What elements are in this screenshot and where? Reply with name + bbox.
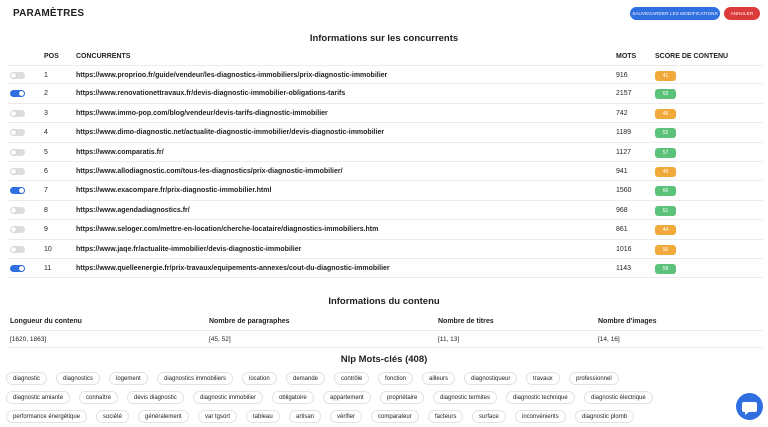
row-score-cell [655,66,695,85]
content-info-title: Informations du contenu [328,296,440,307]
row-words: 1143 [616,264,632,272]
col-header-pos: POS [44,53,59,60]
row-pos: 1 [44,72,48,79]
keyword-chip[interactable]: artisan [289,410,321,423]
row-url[interactable]: https://www.seloger.com/mettre-en-location/cherche-locataire/diagnostics-immobiliers.htm [76,226,379,234]
score-badge: 60 [655,186,676,196]
competitor-toggle[interactable] [10,246,25,253]
row-toggle-cell [10,123,30,142]
toggle-knob [11,150,16,155]
score-badge: 51 [655,206,676,216]
score-badge: 63 [655,89,676,99]
info-label-paragraphs: Nombre de paragraphes [209,318,290,325]
keyword-chip[interactable]: diagnostic électrique [584,391,653,404]
keyword-chip[interactable]: obligatoire [272,391,314,404]
table-row [7,240,763,259]
row-toggle-cell [10,220,30,239]
competitor-toggle[interactable] [10,187,25,194]
keyword-chip[interactable]: performance énergétique [6,410,87,423]
info-label-length: Longueur du contenu [10,318,82,325]
keyword-chip[interactable]: fonction [378,372,413,385]
competitor-toggle[interactable] [10,149,25,156]
info-label-titles: Nombre de titres [438,318,494,325]
row-toggle-cell [10,66,30,85]
row-toggle-cell [10,201,30,220]
toggle-knob [19,91,24,96]
toggle-knob [19,266,24,271]
row-pos: 6 [44,167,48,175]
row-words: 916 [616,72,628,79]
keywords-title: Nlp Mots-clés (408) [340,354,428,365]
competitor-toggle[interactable] [10,207,25,214]
row-score-cell [655,181,695,200]
save-button[interactable]: SAUVEGARDER LES MODIFICATIONS [630,7,720,20]
score-badge: 57 [655,148,676,158]
row-url[interactable]: https://www.agendadiagnostics.fr/ [76,206,190,214]
row-words: 742 [616,109,628,117]
keyword-chip[interactable]: diagnostic [6,372,47,385]
competitor-toggle[interactable] [10,265,25,272]
keyword-chip[interactable]: diagnostic immobilier [193,391,263,404]
row-url[interactable]: https://www.allodiagnostic.com/tous-les-diagnostics/prix-diagnostic-immobilier/ [76,167,343,175]
score-badge: 50 [655,245,676,255]
keyword-chip[interactable]: tableau [246,410,280,423]
keyword-chip[interactable]: société [96,410,129,423]
table-row [7,123,763,142]
info-value-images: [14, 16] [598,336,620,343]
row-toggle-cell [10,240,30,259]
row-pos: 7 [44,187,48,195]
keyword-chip[interactable]: inconvénients [515,410,566,423]
keyword-chip[interactable]: location [242,372,277,385]
keyword-row [6,391,741,404]
keyword-chip[interactable]: travaux [526,372,560,385]
table-row [7,65,763,84]
info-divider [7,330,763,331]
page-title: PARAMÈTRES [13,8,85,19]
row-url[interactable]: https://www.renovationettravaux.fr/devis-diagnostic-immobilier-obligations-tarifs [76,90,346,98]
competitor-toggle[interactable] [10,90,25,97]
keyword-chip[interactable]: vérifier [330,410,362,423]
row-score-cell [655,104,695,123]
row-url[interactable]: https://www.dimo-diagnostic.net/actualite-diagnostic-immobilier/devis-diagnostic-immobilier [76,129,385,137]
row-toggle-cell [10,84,30,103]
keyword-chip[interactable]: diagnostiqueur [464,372,517,385]
toggle-knob [11,130,16,135]
row-pos: 11 [44,264,52,272]
row-pos: 10 [44,245,52,253]
row-pos: 2 [44,90,48,98]
table-row [7,104,763,123]
row-score-cell [655,84,695,103]
score-badge: 41 [655,71,676,81]
row-words: 1189 [616,129,632,137]
competitor-toggle[interactable] [10,129,25,136]
cancel-button[interactable]: ANNULER [724,7,760,20]
table-row [7,201,763,220]
row-toggle-cell [10,162,30,181]
row-words: 941 [616,167,628,175]
keyword-chip[interactable]: diagnostics immobiliers [157,372,233,385]
table-row [7,143,763,162]
chat-button[interactable] [736,393,763,420]
keyword-chip[interactable]: professionnel [569,372,619,385]
keyword-chip[interactable]: comparateur [371,410,419,423]
keyword-chip[interactable]: généralement [138,410,189,423]
row-url[interactable]: https://www.immo-pop.com/blog/vendeur/devis-tarifs-diagnostic-immobilier [76,109,328,117]
keyword-row [6,410,741,423]
info-divider-bottom [7,347,763,348]
score-badge: 52 [655,128,676,138]
competitors-title: Informations sur les concurrents [309,33,459,44]
keyword-chip[interactable]: facteurs [428,410,463,423]
toggle-knob [11,208,16,213]
row-score-cell [655,123,695,142]
row-pos: 4 [44,129,48,137]
row-score-cell [655,143,695,162]
row-words: 2157 [616,90,632,98]
row-words: 1016 [616,245,632,253]
row-words: 1560 [616,187,632,195]
table-row [7,220,763,239]
score-badge: 44 [655,225,676,235]
row-url[interactable]: https://www.proprioo.fr/guide/vendeur/les-diagnostics-immobiliers/prix-diagnostic-immobilier [76,72,388,79]
info-value-titles: [11, 13] [438,336,460,343]
table-row [7,162,763,181]
competitor-toggle[interactable] [10,110,25,117]
competitor-toggle[interactable] [10,226,25,233]
table-row [7,181,763,200]
keyword-chip[interactable]: propriétaire [380,391,424,404]
keyword-row [6,372,741,385]
keyword-chip[interactable]: contrôle [334,372,369,385]
keyword-chip[interactable]: diagnostic plomb [575,410,634,423]
row-score-cell [655,162,695,181]
keyword-chip[interactable]: appartement [323,391,371,404]
keyword-chip[interactable]: var tgsort [198,410,237,423]
row-toggle-cell [10,104,30,123]
row-toggle-cell [10,259,30,278]
keyword-chip[interactable]: logement [109,372,148,385]
toggle-knob [11,73,16,78]
toggle-knob [11,169,16,174]
keyword-chip[interactable]: demande [286,372,325,385]
toggle-knob [11,111,16,116]
col-header-words: MOTS [616,53,637,60]
row-score-cell [655,201,695,220]
table-row [7,259,763,278]
row-pos: 8 [44,206,48,214]
keyword-chip[interactable]: surface [472,410,506,423]
row-url[interactable]: https://www.comparatis.fr/ [76,148,164,156]
keyword-chip[interactable]: diagnostics [56,372,100,385]
score-badge: 46 [655,167,676,177]
row-toggle-cell [10,181,30,200]
row-url[interactable]: https://www.jaqe.fr/actualite-immobilier/devis-diagnostic-immobilier [76,245,302,253]
row-score-cell [655,240,695,259]
row-words: 968 [616,206,628,214]
keyword-chip[interactable]: devis diagnostic [127,391,184,404]
row-toggle-cell [10,143,30,162]
competitor-toggle[interactable] [10,72,25,79]
row-pos: 9 [44,226,48,234]
keyword-chip[interactable]: connaître [79,391,118,404]
score-badge: 46 [655,109,676,119]
chat-icon [736,393,763,420]
row-pos: 3 [44,109,48,117]
keyword-chip[interactable]: ailleurs [422,372,455,385]
row-words: 861 [616,226,628,234]
competitor-toggle[interactable] [10,168,25,175]
competitors-table [7,65,763,278]
row-url[interactable]: https://www.quelleenergie.fr/prix-travaux/equipements-annexes/cout-du-diagnostic-immobilier [76,264,390,272]
row-score-cell [655,220,695,239]
info-value-length: [1620, 1863] [10,336,47,343]
info-value-paragraphs: [45, 52] [209,336,231,343]
row-url[interactable]: https://www.exacompare.fr/prix-diagnostic-immobilier.html [76,187,272,195]
row-words: 1127 [616,148,632,156]
header-bar [0,0,768,28]
col-header-url: CONCURRENTS [76,53,131,60]
keyword-chips [6,372,741,427]
table-row [7,84,763,103]
keyword-chip[interactable]: diagnostic technique [506,391,575,404]
row-score-cell [655,259,695,278]
row-pos: 5 [44,148,48,156]
keyword-chip[interactable]: diagnostic termites [433,391,497,404]
col-header-score: SCORE DE CONTENU [655,53,729,60]
score-badge: 58 [655,264,676,274]
toggle-knob [11,247,16,252]
info-label-images: Nombre d'images [598,318,657,325]
toggle-knob [19,188,24,193]
toggle-knob [11,227,16,232]
keyword-chip[interactable]: diagnostic amiante [6,391,70,404]
